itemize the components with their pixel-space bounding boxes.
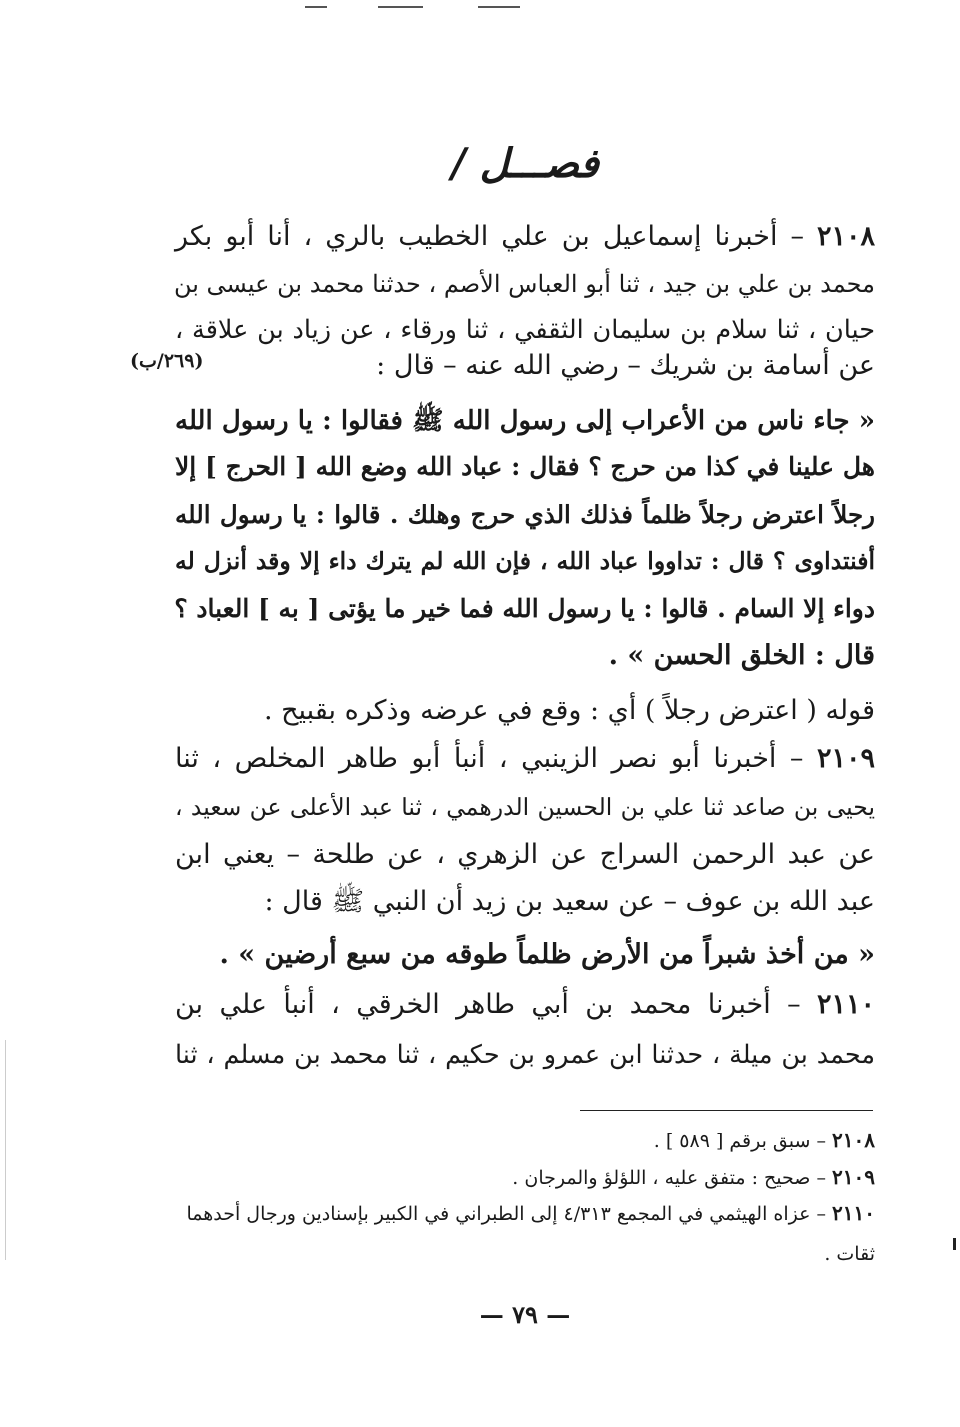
text-line: حيان ، ثنا سلام بن سليمان الثقفي ، ثنا ورقاء ، عن زياد بن علاقة ، bbox=[175, 315, 875, 345]
margin-folio-note: (٢٦٩/ب) bbox=[130, 350, 204, 372]
text-line: ٢١٠٩ – أخبرنا أبو نصر الزينبي ، أنبأ أبو طاهر المخلص ، ثنا bbox=[175, 743, 875, 774]
top-rule-2 bbox=[378, 6, 423, 8]
footnote-number: ٢١٠٨ bbox=[832, 1128, 875, 1152]
footnote-number: ٢١٠٩ bbox=[832, 1165, 875, 1189]
text-line: « من أخذ شبراً من الأرض ظلماً طوقه من سبع أرضين » . bbox=[219, 939, 875, 970]
text-line: قوله ( اعترض رجلاً ) أي : وقع في عرضه وذكره بقبيح . bbox=[263, 695, 875, 726]
text-line: دواء إلا السام . قالوا : يا رسول الله فما خير ما يؤتى [ به ] العباد ؟ bbox=[174, 594, 875, 623]
text-line: أفنتداوى ؟ قال : تداووا عباد الله ، فإن الله لم يترك داء إلا وقد أنزل له bbox=[175, 547, 875, 575]
text-line: هل علينا في كذا من حرج ؟ فقال : عباد الله وضع الله [ الحرج ] إلا bbox=[175, 452, 875, 481]
page-number: — ٧٩ — bbox=[479, 1300, 571, 1329]
text-line: عبد الله بن عوف – عن سعيد بن زيد أن النبي ﷺ قال : bbox=[264, 886, 875, 917]
footnote-number: ٢١١٠ bbox=[832, 1201, 875, 1225]
footnote: ٢١٠٩ – صحيح : متفق عليه ، اللؤلؤ والمرجان . bbox=[512, 1165, 875, 1189]
text-line: محمد بن علي بن جيد ، ثنا أبو العباس الأصم ، حدثنا محمد بن عيسى بن bbox=[173, 270, 875, 298]
hadith-number: ٢١٠٨ bbox=[816, 221, 875, 252]
hadith-number: ٢١١٠ bbox=[816, 989, 875, 1020]
footnote: ٢١٠٨ – سبق برقم [ ٥٨٩ ] . bbox=[653, 1128, 875, 1152]
section-heading: فصـــل / bbox=[451, 140, 599, 187]
text-line: ٢١٠٨ – أخبرنا إسماعيل بن علي الخطيب بالري ، أنا أبو بكر bbox=[175, 221, 875, 252]
text-line: « جاء ناس من الأعراب إلى رسول الله ﷺ فقالوا : يا رسول الله bbox=[175, 406, 875, 436]
text-line: عن أسامة بن شريك – رضي الله عنه – قال : bbox=[376, 350, 875, 381]
footnote: ٢١١٠ – عزاه الهيثمي في المجمع ٤/٣١٣ إلى الطبراني في الكبير بإسنادين ورجال أحدهما bbox=[186, 1201, 875, 1225]
text-line: يحيى بن صاعد ثنا علي بن الحسين الدرهمي ، ثنا عبد الأعلى عن سعيد ، bbox=[175, 793, 875, 821]
scan-edge-mark bbox=[953, 1238, 956, 1250]
text-line: محمد بن ميلة ، حدثنا ابن عمرو بن حكيم ، ثنا محمد بن مسلم ، ثنا bbox=[175, 1040, 875, 1070]
text-line: ٢١١٠ – أخبرنا محمد بن أبي طاهر الخرقي ، أنبأ علي بن bbox=[175, 989, 875, 1020]
footnote: ثقات . bbox=[824, 1243, 875, 1265]
hadith-number: ٢١٠٩ bbox=[816, 743, 875, 774]
footnote-separator bbox=[580, 1110, 873, 1111]
text-line: عن عبد الرحمن السراج عن الزهري ، عن طلحة – يعني ابن bbox=[175, 839, 875, 870]
top-rule-1 bbox=[305, 6, 327, 8]
scan-edge-line bbox=[5, 1040, 6, 1260]
top-rule-3 bbox=[478, 6, 520, 8]
text-line: قال : الخلق الحسن » . bbox=[608, 640, 875, 671]
text-line: رجلاً اعترض رجلاً ظلماً فذلك الذي حرج وهلك . قالوا : يا رسول الله bbox=[175, 500, 875, 529]
